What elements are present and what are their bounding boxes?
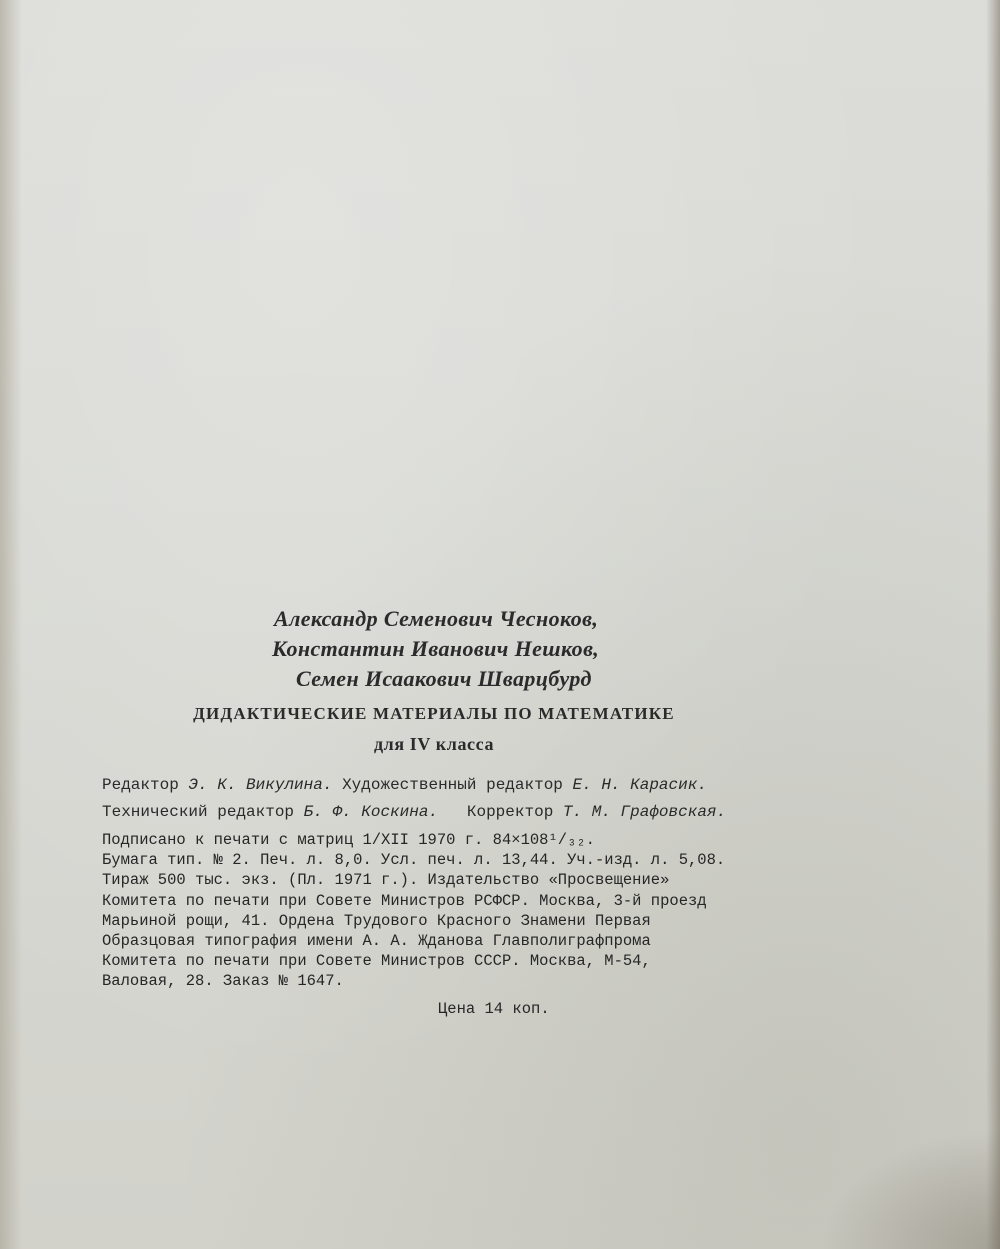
book-subtitle: для IV класса [373,734,495,754]
author-name: Семен Исаакович Шварцбурд [296,666,592,691]
authors-block [270,604,770,694]
price-label: Цена 14 коп. [438,1000,550,1018]
imprint-block [102,830,922,992]
page-corner-wear [820,1129,1000,1249]
imprint-line: Подписано к печати с матриц 1/XII 1970 г. 84×108¹/₃₂. [102,831,595,849]
editors-credits [102,772,922,826]
imprint-line: Бумага тип. № 2. Печ. л. 8,0. Усл. печ. л. 13,44. Уч.-изд. л. 5,08. [102,851,726,870]
page-edge-shadow-right [986,0,1000,1249]
editor-name: Т. М. Графовская. [562,803,727,821]
imprint-line: Комитета по печати при Совете Министров РСФСР. Москва, 3-й проезд [102,891,707,910]
imprint-line: Валовая, 28. Заказ № 1647. [102,972,344,991]
book-title: ДИДАКТИЧЕСКИЕ МАТЕРИАЛЫ ПО МАТЕМАТИКЕ [193,704,675,723]
editor-name: Е. Н. Карасик. [572,776,707,794]
editor-role: Корректор [466,803,554,821]
editor-name: Б. Ф. Коскина. [303,803,439,821]
editor-name: Э. К. Викулина. [188,776,333,794]
editors-line [102,799,922,826]
editor-role: Художественный редактор [342,776,563,794]
imprint-line: Тираж 500 тыс. экз. (Пл. 1971 г.). Издательство «Просвещение» [102,871,670,890]
page-edge-shadow-left [0,0,22,1249]
author-name: Константин Иванович Нешков, [272,636,600,661]
editor-role: Редактор [102,776,179,794]
editor-role: Технический редактор [102,803,295,821]
imprint-line: Марьиной рощи, 41. Ордена Трудового Красного Знамени Первая [102,911,651,930]
imprint-line: Образцовая типография имени А. А. Жданова Главполиграфпрома [102,932,651,951]
editors-line [102,772,922,799]
imprint-line: Комитета по печати при Совете Министров СССР. Москва, М-54, [102,952,651,971]
author-name: Александр Семенович Чесноков, [274,606,599,631]
